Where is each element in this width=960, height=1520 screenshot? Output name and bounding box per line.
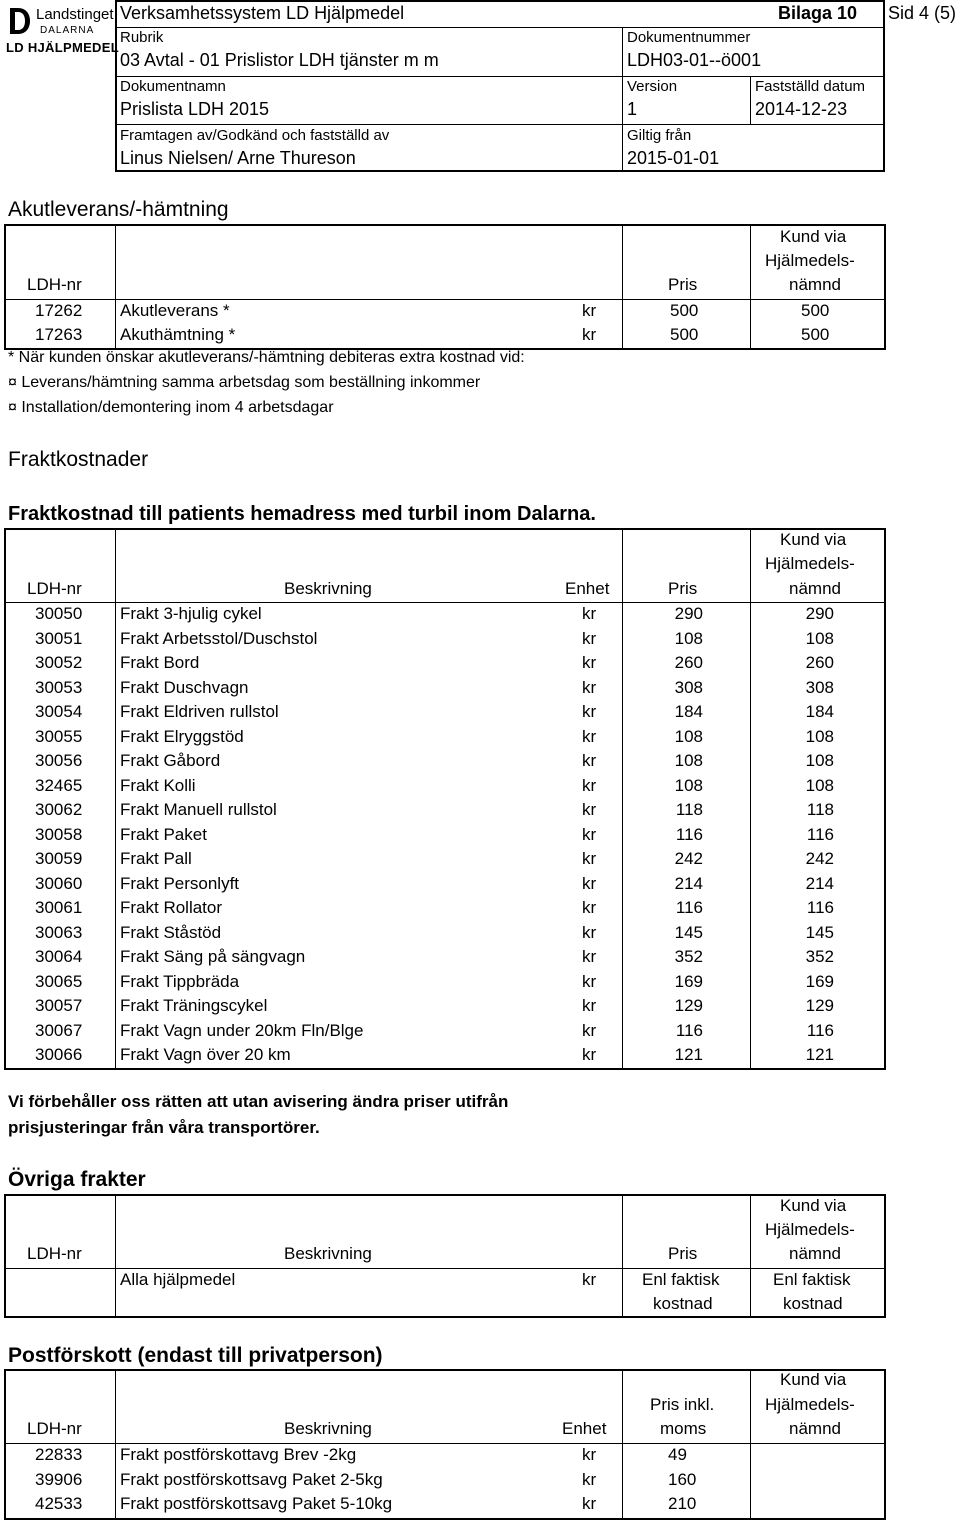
ldh-nr: 30066 [35, 1045, 83, 1064]
ldh-nr: 39906 [35, 1469, 83, 1489]
post-section-title: Postförskott (endast till privatperson) [8, 1344, 383, 1367]
kund-price: 108 [805, 628, 834, 648]
kund-price: 108 [805, 726, 834, 746]
price: 160 [668, 1469, 697, 1489]
bilaga-label: Bilaga 10 [778, 3, 858, 23]
unit: kr [582, 1469, 597, 1489]
disclaimer-line-1: Vi förbehåller oss rätten att utan avisering ändra priser utifrån [8, 1092, 509, 1111]
post-col-enhet: Enhet [562, 1419, 607, 1438]
unit: kr [582, 751, 597, 770]
unit: kr [582, 1020, 597, 1040]
price: 108 [674, 751, 703, 770]
unit: kr [582, 301, 597, 320]
version-value: 1 [627, 99, 638, 119]
description: Akuthämtning * [120, 325, 236, 344]
description: Frakt Elryggstöd [120, 726, 244, 746]
ldh-nr: 17262 [35, 301, 83, 320]
faststalld-value: 2014-12-23 [755, 99, 848, 119]
post-col-kund-1: Kund via [780, 1370, 847, 1389]
unit: kr [582, 726, 597, 746]
description: Frakt Vagn under 20km Fln/Blge [120, 1020, 364, 1040]
frakt-col-kund-3: nämnd [789, 579, 841, 598]
kund-price: 242 [805, 849, 834, 868]
unit: kr [582, 824, 597, 844]
description: Frakt Bord [120, 653, 200, 672]
kund-price: 116 [806, 1020, 834, 1040]
price: 116 [675, 898, 703, 917]
description: Frakt Paket [120, 824, 207, 844]
frakt-col-beskrivning: Beskrivning [284, 579, 372, 598]
ldh-nr: 30058 [35, 824, 83, 844]
price: 500 [670, 325, 699, 344]
kund-price: 116 [806, 898, 834, 917]
price: 118 [675, 800, 703, 819]
unit: kr [582, 1270, 597, 1289]
unit: kr [582, 628, 597, 648]
post-col-beskrivning: Beskrivning [284, 1419, 372, 1438]
kund-price: 169 [805, 971, 834, 991]
unit: kr [582, 325, 597, 344]
post-col-ldh-nr: LDH-nr [27, 1419, 82, 1438]
ovriga-col-ldh-nr: LDH-nr [27, 1244, 82, 1263]
giltig-label: Giltig från [627, 127, 692, 144]
framtagen-label: Framtagen av/Godkänd och fastställd av [120, 127, 390, 144]
unit: kr [582, 947, 597, 966]
unit: kr [582, 996, 597, 1015]
price: 210 [668, 1494, 697, 1513]
price: 308 [674, 677, 703, 697]
kund-price: 145 [805, 922, 834, 942]
kund-price: 214 [805, 873, 834, 893]
description: Frakt Tippbräda [120, 971, 240, 991]
description: Frakt Träningscykel [120, 996, 268, 1015]
giltig-value: 2015-01-01 [627, 148, 720, 168]
ldh-nr: 32465 [35, 775, 83, 795]
price: 108 [674, 628, 703, 648]
description: Frakt Vagn över 20 km [120, 1045, 291, 1064]
description: Frakt postförskottsavg Paket 5-10kg [120, 1494, 393, 1513]
ldh-nr: 30067 [35, 1020, 83, 1040]
page-number: Sid 4 (5) [888, 3, 957, 23]
ldh-nr: 30063 [35, 922, 83, 942]
frakt-col-ldh-nr: LDH-nr [27, 579, 82, 598]
unit: kr [582, 922, 597, 942]
price: 214 [674, 873, 703, 893]
framtagen-value: Linus Nielsen/ Arne Thureson [120, 148, 356, 168]
price: 145 [674, 922, 703, 942]
description: Alla hjälpmedel [120, 1270, 236, 1289]
price: 108 [674, 726, 703, 746]
akut-col-pris: Pris [668, 275, 698, 294]
unit: kr [582, 1045, 597, 1064]
description: Akutleverans * [120, 301, 230, 320]
price: 129 [674, 996, 703, 1015]
version-label: Version [627, 78, 678, 95]
akut-col-kund-3: nämnd [789, 275, 841, 294]
unit: kr [582, 1494, 597, 1513]
description: Frakt Personlyft [120, 873, 240, 893]
system-name: Verksamhetssystem LD Hjälpmedel [120, 3, 405, 23]
logo-text-dalarna: DALARNA [40, 25, 95, 36]
description: Frakt Ståstöd [120, 922, 222, 942]
kund-price: 184 [805, 702, 834, 721]
unit: kr [582, 1445, 597, 1464]
price: 49 [668, 1445, 687, 1464]
price: 500 [670, 301, 699, 320]
description: Frakt 3-hjulig cykel [120, 604, 262, 623]
kund-price: 290 [805, 604, 834, 623]
ldh-nr: 30059 [35, 849, 83, 868]
description: Frakt Duschvagn [120, 677, 249, 697]
kund-price-line-2: kostnad [783, 1294, 843, 1313]
faststalld-label: Fastställd datum [755, 78, 866, 95]
kund-price: 108 [805, 751, 834, 770]
kund-price: 118 [806, 800, 834, 819]
unit: kr [582, 702, 597, 721]
unit: kr [582, 849, 597, 868]
ovriga-col-kund-2: Hjälmedels- [765, 1220, 855, 1239]
post-col-kund-3: nämnd [789, 1419, 841, 1438]
rubrik-value: 03 Avtal - 01 Prislistor LDH tjänster m m [120, 50, 439, 70]
akut-note-1: * När kunden önskar akutleverans/-hämtning debiteras extra kostnad vid: [8, 349, 525, 366]
kund-price: 308 [805, 677, 834, 697]
description: Frakt Manuell rullstol [120, 800, 277, 819]
ldh-nr: 30054 [35, 702, 83, 721]
kund-price: 108 [805, 775, 834, 795]
description: Frakt Gåbord [120, 751, 221, 770]
akut-col-kund-2: Hjälmedels- [765, 251, 855, 270]
frakt-col-kund-2: Hjälmedels- [765, 554, 855, 573]
price-line-1: Enl faktisk [642, 1270, 720, 1289]
description: Frakt Rollator [120, 898, 223, 917]
post-col-kund-2: Hjälmedels- [765, 1395, 855, 1414]
ldh-nr: 30057 [35, 996, 83, 1015]
unit: kr [582, 873, 597, 893]
unit: kr [582, 898, 597, 917]
ldh-nr: 30065 [35, 971, 83, 991]
logo-text-ld-hjalpmedel: LD HJÄLPMEDEL [6, 40, 119, 55]
akut-section-title: Akutleverans/-hämtning [8, 198, 229, 221]
ovriga-col-pris: Pris [668, 1244, 698, 1263]
price: 242 [674, 849, 703, 868]
description: Frakt Säng på sängvagn [120, 947, 306, 966]
ovriga-col-kund-3: nämnd [789, 1244, 841, 1263]
unit: kr [582, 604, 597, 623]
description: Frakt Pall [120, 849, 192, 868]
akut-note-2: ¤ Leverans/hämtning samma arbetsdag som beställning inkommer [8, 374, 481, 391]
kund-price-line-1: Enl faktisk [773, 1270, 851, 1289]
ldh-nr: 42533 [35, 1494, 83, 1513]
price: 169 [674, 971, 703, 991]
unit: kr [582, 800, 597, 819]
docnr-value: LDH03-01--ö001 [627, 50, 762, 70]
price: 184 [674, 702, 703, 721]
description: Frakt Arbetsstol/Duschstol [120, 628, 318, 648]
ldh-nr: 30056 [35, 751, 83, 770]
price: 116 [675, 1020, 703, 1040]
akut-col-ldh-nr: LDH-nr [27, 275, 82, 294]
post-col-pris-1: Pris inkl. [650, 1395, 715, 1414]
akut-note-3: ¤ Installation/demontering inom 4 arbetsdagar [8, 399, 334, 416]
ldh-nr: 30061 [35, 898, 83, 917]
unit: kr [582, 775, 597, 795]
frakt-section-title: Fraktkostnader [8, 448, 149, 471]
ldh-nr: 30053 [35, 677, 83, 697]
frakt-col-pris: Pris [668, 579, 698, 598]
ldh-nr: 22833 [35, 1445, 83, 1464]
ldh-nr: 30050 [35, 604, 83, 623]
description: Frakt Kolli [120, 775, 196, 795]
rubrik-label: Rubrik [120, 29, 164, 46]
ovriga-section-title: Övriga frakter [8, 1168, 146, 1191]
kund-price: 352 [805, 947, 834, 966]
ldh-nr: 30060 [35, 873, 83, 893]
price: 121 [674, 1045, 703, 1064]
price: 108 [674, 775, 703, 795]
description: Frakt postförskottsavg Paket 2-5kg [120, 1469, 383, 1489]
kund-price: 116 [806, 824, 834, 844]
ldh-nr: 30062 [35, 800, 83, 819]
unit: kr [582, 653, 597, 672]
price-line-2: kostnad [653, 1294, 713, 1313]
unit: kr [582, 677, 597, 697]
frakt-subtitle: Fraktkostnad till patients hemadress med turbil inom Dalarna. [8, 503, 596, 525]
ldh-nr: 30055 [35, 726, 83, 746]
ldh-nr: 30052 [35, 653, 83, 672]
description: Frakt Eldriven rullstol [120, 702, 279, 721]
ovriga-col-beskrivning: Beskrivning [284, 1244, 372, 1263]
price: 116 [675, 824, 703, 844]
price: 352 [674, 947, 703, 966]
docnr-label: Dokumentnummer [627, 29, 751, 46]
frakt-col-kund-1: Kund via [780, 530, 847, 549]
price: 290 [674, 604, 703, 623]
kund-price: 121 [805, 1045, 834, 1064]
akut-col-kund-1: Kund via [780, 227, 847, 246]
disclaimer-line-2: prisjusteringar från våra transportörer. [8, 1118, 320, 1137]
kund-price: 500 [801, 325, 830, 344]
ldh-nr: 30064 [35, 947, 83, 966]
logo-text-landstinget: Landstinget [36, 6, 114, 23]
unit: kr [582, 971, 597, 991]
kund-price: 260 [805, 653, 834, 672]
description: Frakt postförskottavg Brev -2kg [120, 1445, 357, 1464]
ldh-nr: 30051 [35, 628, 83, 648]
frakt-col-enhet: Enhet [565, 579, 610, 598]
docname-label: Dokumentnamn [120, 78, 226, 95]
landstinget-logo-icon [8, 6, 32, 36]
docname-value: Prislista LDH 2015 [120, 99, 270, 119]
post-col-pris-2: moms [660, 1419, 707, 1438]
kund-price: 500 [801, 301, 830, 320]
price: 260 [674, 653, 703, 672]
ovriga-col-kund-1: Kund via [780, 1196, 847, 1215]
ldh-nr: 17263 [35, 325, 83, 344]
kund-price: 129 [805, 996, 834, 1015]
